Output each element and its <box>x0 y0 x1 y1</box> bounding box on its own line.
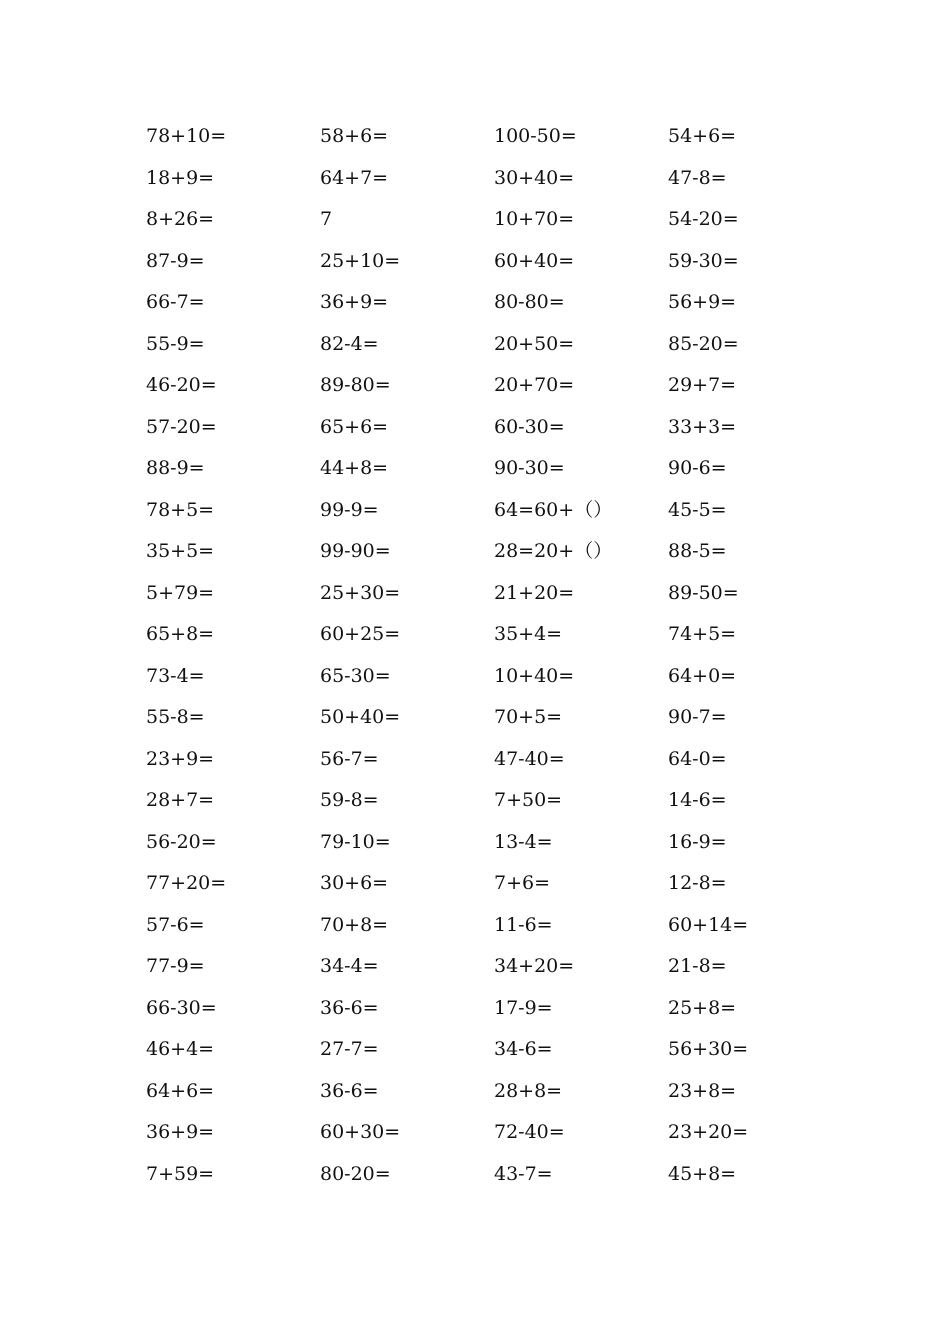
math-problem: 100-50= <box>494 125 577 147</box>
math-problem: 60+40= <box>494 249 575 272</box>
arithmetic-problem-grid <box>146 116 842 1195</box>
math-problem: 65+6= <box>320 415 389 438</box>
math-problem: 43-7= <box>494 1162 553 1185</box>
math-problem: 64+7= <box>320 166 389 189</box>
math-problem: 56-7= <box>320 747 379 770</box>
math-problem: 56+30= <box>668 1038 749 1060</box>
math-problem: 70+8= <box>320 913 389 936</box>
math-problem: 58+6= <box>320 125 389 147</box>
math-problem: 90-7= <box>668 706 727 728</box>
math-problem: 89-80= <box>320 374 391 396</box>
math-problem: 88-5= <box>668 540 727 562</box>
math-problem: 55-9= <box>146 332 205 355</box>
math-problem: 78+5= <box>146 498 215 521</box>
math-problem: 65-30= <box>320 664 391 687</box>
math-problem: 25+30= <box>320 581 401 604</box>
math-problem: 21+20= <box>494 581 575 604</box>
math-problem: 64-0= <box>668 747 727 770</box>
math-problem: 60+25= <box>320 623 401 645</box>
math-problem: 30+6= <box>320 872 389 894</box>
math-problem: 46-20= <box>146 374 217 396</box>
math-problem: 77+20= <box>146 872 227 894</box>
math-problem: 78+10= <box>146 125 227 147</box>
math-problem: 56-20= <box>146 830 217 853</box>
math-problem: 34-6= <box>494 1038 553 1060</box>
math-problem: 18+9= <box>146 166 215 189</box>
math-problem: 10+70= <box>494 208 575 230</box>
math-problem: 33+3= <box>668 415 737 438</box>
math-problem: 60-30= <box>494 415 565 438</box>
math-problem: 7 <box>320 208 333 230</box>
math-problem: 25+8= <box>668 996 737 1019</box>
math-problem: 55-8= <box>146 706 205 728</box>
math-problem: 57-20= <box>146 415 217 438</box>
math-problem: 28+8= <box>494 1079 563 1102</box>
math-problem: 80-80= <box>494 291 565 313</box>
math-problem: 30+40= <box>494 166 575 189</box>
math-problem: 99-9= <box>320 498 379 521</box>
math-problem: 85-20= <box>668 332 739 355</box>
math-problem: 99-90= <box>320 540 391 562</box>
math-problem: 47-40= <box>494 747 565 770</box>
math-problem: 54+6= <box>668 125 737 147</box>
math-problem: 72-40= <box>494 1121 565 1143</box>
math-problem: 28+7= <box>146 789 215 811</box>
math-problem: 45-5= <box>668 498 727 521</box>
math-problem: 27-7= <box>320 1038 379 1060</box>
math-problem: 65+8= <box>146 623 215 645</box>
math-problem: 34-4= <box>320 955 379 977</box>
math-problem: 7+6= <box>494 872 551 894</box>
math-problem: 82-4= <box>320 332 379 355</box>
math-problem: 64=60+（） <box>494 498 613 521</box>
math-problem: 47-8= <box>668 166 727 189</box>
math-problem: 10+40= <box>494 664 575 687</box>
math-problem: 56+9= <box>668 291 737 313</box>
math-problem: 50+40= <box>320 706 401 728</box>
math-problem: 35+4= <box>494 623 563 645</box>
math-problem: 77-9= <box>146 955 205 977</box>
math-problem: 21-8= <box>668 955 727 977</box>
math-problem: 46+4= <box>146 1038 215 1060</box>
math-problem: 87-9= <box>146 249 205 272</box>
math-problem: 88-9= <box>146 457 205 479</box>
math-problem: 60+30= <box>320 1121 401 1143</box>
math-problem: 7+50= <box>494 789 563 811</box>
math-problem: 20+70= <box>494 374 575 396</box>
math-problem: 66-7= <box>146 291 205 313</box>
math-problem: 64+0= <box>668 664 737 687</box>
math-problem: 16-9= <box>668 830 727 853</box>
math-problem: 13-4= <box>494 830 553 853</box>
math-problem: 17-9= <box>494 996 553 1019</box>
math-problem: 57-6= <box>146 913 205 936</box>
math-problem: 34+20= <box>494 955 575 977</box>
math-problem: 44+8= <box>320 457 389 479</box>
math-problem: 14-6= <box>668 789 727 811</box>
math-problem: 89-50= <box>668 581 739 604</box>
math-problem: 23+9= <box>146 747 215 770</box>
math-problem: 23+20= <box>668 1121 749 1143</box>
math-problem: 74+5= <box>668 623 737 645</box>
math-problem: 73-4= <box>146 664 205 687</box>
math-problem: 11-6= <box>494 913 553 936</box>
math-problem: 90-30= <box>494 457 565 479</box>
math-problem: 45+8= <box>668 1162 737 1185</box>
math-problem: 36-6= <box>320 1079 379 1102</box>
math-problem: 5+79= <box>146 581 215 604</box>
math-problem: 12-8= <box>668 872 727 894</box>
math-problem: 54-20= <box>668 208 739 230</box>
math-problem: 59-30= <box>668 249 739 272</box>
math-problem: 35+5= <box>146 540 215 562</box>
math-problem: 23+8= <box>668 1079 737 1102</box>
math-problem: 7+59= <box>146 1162 215 1185</box>
math-problem: 36+9= <box>320 291 389 313</box>
math-problem: 29+7= <box>668 374 737 396</box>
math-problem: 80-20= <box>320 1162 391 1185</box>
math-problem: 70+5= <box>494 706 563 728</box>
math-problem: 59-8= <box>320 789 379 811</box>
math-problem: 8+26= <box>146 208 215 230</box>
math-problem: 28=20+（） <box>494 540 613 562</box>
math-problem: 66-30= <box>146 996 217 1019</box>
math-problem: 20+50= <box>494 332 575 355</box>
math-problem: 90-6= <box>668 457 727 479</box>
math-problem: 79-10= <box>320 830 391 853</box>
math-problem: 64+6= <box>146 1079 215 1102</box>
math-problem: 60+14= <box>668 913 749 936</box>
math-problem: 36-6= <box>320 996 379 1019</box>
math-problem: 36+9= <box>146 1121 215 1143</box>
math-problem: 25+10= <box>320 249 401 272</box>
